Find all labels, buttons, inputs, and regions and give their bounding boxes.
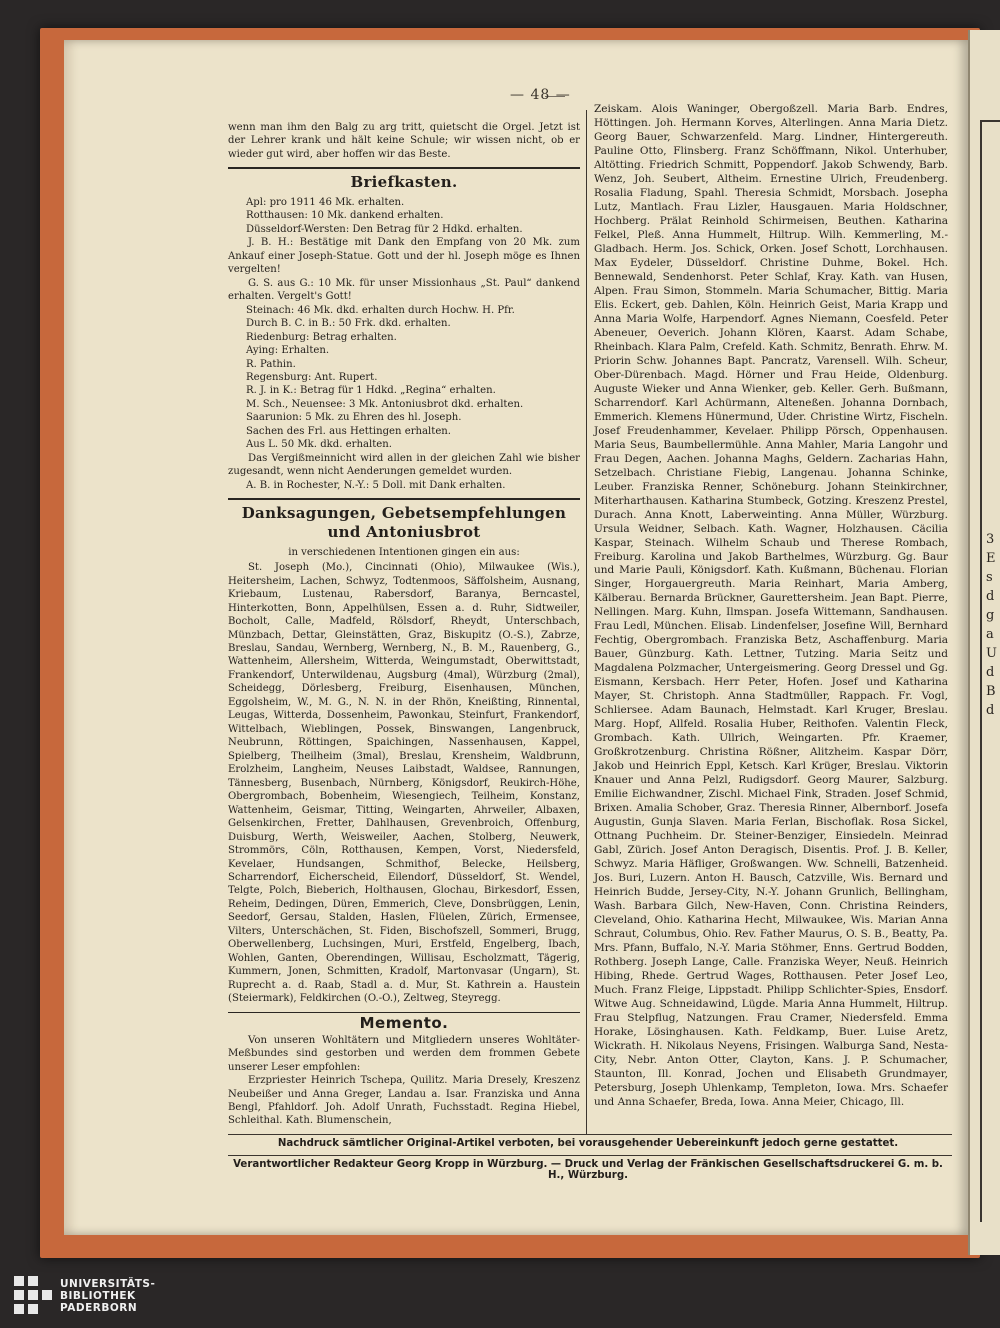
library-name-line1: UNIVERSITÄTS- xyxy=(60,1278,156,1290)
briefkasten-entry: J. B. H.: Bestätige mit Dank den Empfang von 20 Mk. zum Ankauf einer Joseph-Statue. Gott und der hl. Joseph möge es Ihnen vergelten! xyxy=(228,237,580,276)
briefkasten-entry: Sachen des Frl. aus Hettingen erhalten. xyxy=(246,425,452,437)
danksagungen-text: St. Joseph (Mo.), Cincinnati (Ohio), Milwaukee (Wis.), Heitersheim, Lachen, Schwyz, Todtenmoos, Säffolsheim, Ausnang, Kriebaum, Lustenau, Rabersdorf, Baranya, Berncastel, Hinterkotten, Bonn, Appelhülsen, Essen a. d. Ruhr, Sidtweiler, Bocholt, Calle, Madfeld, Rölsdorf, Rheydt, Unterschbach, Münzbach, Dettar, Gleinstätten, Graz, Biskupitz (O.-S.), Zabrze, Breslau, Sandau, Wernberg, Wernberg, N., B. M., Rauenberg, G., Wattenheim, Allersheim, Witterda, Weingumstadt, Oberwittstadt, Frankendorf, Unterwildenau, Augsburg (4mal), Würzburg (2mal), Scheidegg, Dörlesberg, Freiburg, Eisenhausen, München, Eggolsheim, W., M. G., N. N. in der Rhön, Kneißting, Rinnental, Leugas, Witterda, Dossenheim, Pawonkau, Steinfurt, Frankendorf, Wittelbach, Wieblingen, Possek, Binswangen, Langenbruck, Neubrunn, Röttingen, Spaichingen, Nassenhausen, Kappel, Spielberg, Theilheim (3mal), Breslau, Krensheim, Waldbrunn, Erolzheim, Langheim, Neuses Laibstadt, Waldsee, Rannungen, Tännesberg, Busenbach, Nürnberg, Königsdorf, Reukirch-Höhe, Obergrombach, Bobenheim, Wiesengiech, Teilheim, Konstanz, Wattenheim, Geismar, Titting, Weingarten, Ahrweiler, Albaxen, Gelsenkirchen, Fretter, Dahlhausen, Grevenbroich, Offenburg, Duisburg, Werth, Weisweiler, Aachen, Stolberg, Neuwerk, Strommörs, Cöln, Rotthausen, Kempen, Vorst, Niedersfeld, Kevelaer, Hundsangen, Schmithof, Belecke, Heilsberg, Scharrendorf, Eicherscheid, Eilendorf, Düsseldorf, St. Wendel, Telgte, Polch, Bieberich, Holthausen, Glochau, Birkesdorf, Essen, Reheim, Dedingen, Düren, Emmerich, Cleve, Donsbrüggen, Lenin, Seedorf, Gersau, Stalden, Haslen, Flüelen, Zürich, Ermensee, Vilters, Unterschächen, St. Fiden, Bischofszell, Sommeri, Brugg, Oberwellenberg, Luchsingen, Muri, Erstfeld, Engelberg, Ibach, Wohlen, Ganten, Oberendingen, Willisau, Escholzmatt, Tägerig, Kummern, Jonen, Schmitten, Kradolf, Martonvasar (Ungarn), St. Ruprecht a. d. Raab, Stadl a. d. Mur, St. Kathrein a. Haustein (Steiermark), Feldkirchen (O.-O.), Zeltweg, Steyregg. xyxy=(228,562,580,1005)
section-rule xyxy=(228,167,580,169)
briefkasten-entry: Durch B. C. in B.: 50 Frk. dkd. erhalten. xyxy=(246,318,451,330)
briefkasten-entry: Aying: Erhalten. xyxy=(246,345,330,357)
library-name-line3: PADERBORN xyxy=(60,1302,138,1314)
memento-heading: Memento. xyxy=(359,1014,449,1033)
briefkasten-entry: Aus L. 50 Mk. dkd. erhalten. xyxy=(246,439,392,451)
briefkasten-entry: Regensburg: Ant. Rupert. xyxy=(246,372,378,383)
library-name-line2: BIBLIOTHEK xyxy=(60,1290,136,1302)
briefkasten-entry: G. S. aus G.: 10 Mk. für unser Missionhaus „St. Paul“ dankend erhalten. Vergelt's Gott! xyxy=(228,277,580,303)
library-logo xyxy=(14,1276,155,1316)
section-rule xyxy=(228,498,580,500)
continued-paragraph: wenn man ihm den Balg zu arg tritt, quietscht die Orgel. Jetzt ist der Lehrer krank und hält keine Schule; wir wissen nicht, ob er wieder gut wird, aber hoffen wir das Beste. xyxy=(228,122,580,160)
briefkasten-entry: M. Sch., Neuensee: 3 Mk. Antoniusbrot dkd. erhalten. xyxy=(246,398,524,410)
briefkasten-entry: Rotthausen: 10 Mk. dankend erhalten. xyxy=(246,210,444,222)
library-name xyxy=(60,1278,155,1314)
briefkasten-list xyxy=(228,196,580,492)
column-divider xyxy=(586,110,587,1135)
briefkasten-heading: Briefkasten. xyxy=(350,172,458,191)
imprint-line: Verantwortlicher Redakteur Georg Kropp in Würzburg. — Druck und Verlag der Fränkischen Gesellschaftsdruckerei G. m. b. H., Würzburg. xyxy=(233,1159,943,1181)
adjacent-page-text: 3 E s d g a U d B d xyxy=(986,532,997,718)
left-column xyxy=(228,121,580,1128)
briefkasten-entry: Saarunion: 5 Mk. zu Ehren des hl. Joseph. xyxy=(246,412,462,424)
memento-text-left: Erzpriester Heinrich Tschepa, Quilitz. Maria Dresely, Kreszenz Neubeißer und Anna Greger, Landau a. Isar. Franziska und Anna Bengl, Pfahldorf. Joh. Adolf Unrath, Fuchsstadt. Regina Hiebel, Schleithal. Kath. Blumenschein, xyxy=(228,1075,580,1127)
briefkasten-entry: R. Pathin. xyxy=(246,358,296,370)
briefkasten-entry: Steinach: 46 Mk. dkd. erhalten durch Hochw. H. Pfr. xyxy=(246,304,515,316)
briefkasten-entry: Apl: pro 1911 46 Mk. erhalten. xyxy=(246,196,405,208)
briefkasten-entry: Riedenburg: Betrag erhalten. xyxy=(246,331,397,343)
library-mark-icon xyxy=(14,1276,52,1316)
briefkasten-entry: A. B. in Rochester, N.-Y.: 5 Doll. mit Dank erhalten. xyxy=(246,479,506,491)
reprint-notice: Nachdruck sämtlicher Original-Artikel verboten, bei vorausgehender Uebereinkunft jedoch gerne gestattet. xyxy=(277,1138,899,1149)
briefkasten-entry: Düsseldorf-Wersten: Den Betrag für 2 Hdkd. erhalten. xyxy=(246,223,523,235)
danksagungen-heading: Danksagungen, Gebetsempfehlungen und Antoniusbrot xyxy=(241,503,567,541)
memento-text-right: Zeiskam. Alois Waninger, Obergoßzell. Maria Barb. Endres, Höttingen. Joh. Hermann Korves, Alterlingen. Anna Maria Dietz. Georg Bauer, Schwarzenfeld. Marg. Lindner, Hintergereuth. Pauline Otto, Flinsberg. Franz Schöffmann, Nikol. Unterhuber, Altötting. Friedrich Schmitt, Poppendorf. Jakob Schwendy, Barb. Wenz, Joh. Seubert, Altheim. Ernestine Ulrich, Freudenberg. Rosalia Fladung, Spahl. Theresia Schmidt, Morsbach. Josepha Lutz, Mantlach. Frau Lizler, Hausgauen. Maria Holdschner, Hochberg. Prälat Reinhold Schirmeisen, Beuthen. Katharina Felkel, Pleß. Anna Hummelt, Hiltrup. Wilh. Kemmerling, M.-Gladbach. Herm. Jos. Schick, Orken. Josef Schott, Lorchhausen. Max Eydeler, Düsseldorf. Christine Duhme, Bokel. Hch. Bennewald, Sendenhorst. Peter Schlaf, Kray. Kath. van Husen, Alpen. Frau Simon, Stommeln. Maria Schumacher, Bittig. Maria Elis. Eckert, geb. Dahlen, Köln. Heinrich Geist, Maria Krapp und Anna Maria Wolfe, Harpendorf. Agnes Niemann, Coesfeld. Peter Abeneuer, Oeverich. Johann Klören, Kaarst. Adam Schabe, Rheinbach. Klara Palm, Crefeld. Kath. Schmitz, Benrath. Ehrw. M. Priorin Schw. Johannes Bapt. Pancratz, Varensell. Wilh. Scheur, Ober-Dürenbach. Magd. Hörner und Frau Heide, Oldenburg. Auguste Wieker und Anna Wienker, geb. Keller. Gerh. Bußmann, Scharrendorf. Karl Achürmann, Alteneßen. Johanna Dornbach, Emmerich. Klemens Hünermund, Uder. Christine Wirtz, Fischeln. Josef Freudenhammer, Kevelaer. Philipp Pörsch, Oppenhausen. Maria Seus, Baumbellermühle. Anna Mahler, Maria Langohr und Frau Degen, Aachen. Johanna Maghs, Geldern. Zacharias Hahn, Setzelbach. Christiane Fiebig, Langenau. Johanna Schinke, Leuber. Franziska Renner, Schöneburg. Johann Steinkirchner, Miterharthausen. Katharina Stumbeck, Gotzing. Kreszenz Prestel, Durach. Anna Knott, Laberweinting. Anna Müller, Würzburg. Ursula Weidner, Selbach. Kath. Wagner, Holzhausen. Cäcilia Kaspar, Steinach. Wilhelm Schaub und Therese Rombach, Freiburg. Karolina und Jakob Barthelmes, Würzburg. Gg. Baur und Marie Pauli, Königsdorf. Kath. Kußmann, Büchenau. Florian Singer, Horgauergreuth. Maria Reinhart, Maria Amberg, Kälberau. Bernarda Brückner, Gaurettersheim. Jean Bapt. Pierre, Nellingen. Marg. Kuhn, Ilmspan. Josefa Wittemann, Sandhausen. Frau Ledl, München. Elisab. Lindenfelser, Josefine Will, Bernhard Fechtig, Obergrombach. Franziska Betz, Aschaffenburg. Maria Bauer, Günzburg. Kath. Lettner, Tutzing. Maria Seitz und Magdalena Polzmacher, Untergeismering. Georg Dressel und Gg. Eismann, Kersbach. Herr Peter, Hofen. Josef und Katharina Mayer, St. Christoph. Anna Stadtmüller, Rappach. Fr. Vogl, Schliersee. Adam Baunach, Helmstadt. Karl Kruger, Breslau. Marg. Hopf, Allfeld. Rosalia Huber, Reithofen. Valentin Fleck, Grombach. Kath. Ullrich, Weingarten. Pfr. Kraemer, Großkrotzenburg. Christina Rößner, Alitzheim. Kaspar Dörr, Jakob und Heinrich Eppl, Ketsch. Karl Krüger, Breslau. Viktorin Knauer und Anna Pelzl, Rudigsdorf. Georg Maurer, Salzburg. Emilie Eichwandner, Zischl. Michael Fink, Straden. Josef Schmid, Brixen. Amalia Schober, Graz. Theresia Rinner, Albernborf. Josefa Augustin, Gunja Slaven. Maria Ferlan, Bischoflak. Rosa Sickel, Ottnang Puchheim. Dr. Steiner-Benziger, Einsiedeln. Meinrad Gabl, Zürich. Josef Anton Deragisch, Disentis. Prof. J. B. Keller, Schwyz. Maria Häfliger, Großwangen. Ww. Schnelli, Batzenheid. Jos. Buri, Luzern. Anton H. Bausch, Catzville, Wis. Bernard und Heinrich Budde, Jersey-City, N.-Y. Johann Grunlich, Bellingham, Wash. Barbara Gilch, New-Haven, Conn. Christina Reinders, Cleveland, Ohio. Katharina Hecht, Milwaukee, Wis. Marian Anna Schraut, Columbus, Ohio. Rev. Father Maurus, O. S. B., Beatty, Pa. Mrs. Pfann, Buffalo, N.-Y. Maria Stöhmer, Enns. Gertrud Bodden, Rothberg. Joseph Lange, Calle. Franziska Weyer, Neuß. Heinrich Hibing, Rhede. Gertrud Wages, Rotthausen. Peter Josef Leo, Much. Franz Fleige, Lippstadt. Philipp Schlichter-Spies, Ensdorf. Witwe Aug. Schneidawind, Lügde. Maria Anna Hummelt, Hiltrup. Frau Stelpflug, Natzungen. Frau Cramer, Niedersfeld. Emma Horake, Lösinghausen. Kath. Feldkamp, Buer. Luise Aretz, Wickrath. H. Nikolaus Neyens, Frisingen. Walburga Sand, Nesta-City, Nebr. Anton Otter, Clayton, Kans. J. P. Schumacher, Staunton, Ill. Konrad, Jochen und Elisabeth Grundmayer, Petersburg, Joseph Uhlenkamp, Templeton, Iowa. Mrs. Schaefer und Anna Schaefer, Breda, Iowa. Anna Meier, Chicago, Ill. xyxy=(594,103,948,1108)
page-number: — 48 — xyxy=(510,87,571,103)
briefkasten-entry: Das Vergißmeinnicht wird allen in der gleichen Zahl wie bisher zugesandt, wenn nicht Aenderungen gemeldet wurden. xyxy=(228,452,580,478)
footer-rule-top xyxy=(228,1134,952,1135)
danksagungen-subtitle: in verschiedenen Intentionen gingen ein aus: xyxy=(288,546,520,558)
footer-rule-middle xyxy=(228,1155,952,1156)
right-column xyxy=(594,103,948,1110)
memento-intro: Von unseren Wohltätern und Mitgliedern unseres Wohltäter-Meßbundes sind gestorben und werden dem frommen Gebete unserer Leser empfohlen: xyxy=(228,1034,580,1073)
section-rule xyxy=(228,1012,580,1014)
briefkasten-entry: R. J. in K.: Betrag für 1 Hdkd. „Regina“ erhalten. xyxy=(246,385,496,397)
